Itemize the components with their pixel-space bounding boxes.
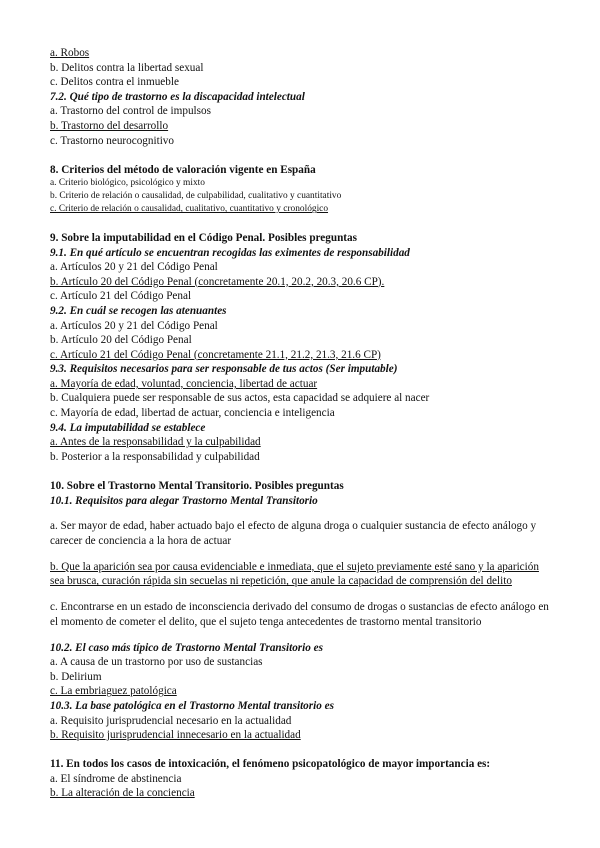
question-9-2: 9.2. En cuál se recogen las atenuantes — [50, 304, 227, 317]
option-9-2-c: c. Artículo 21 del Código Penal (concretamente 21.1, 21.2, 21.3, 21.6 CP) — [50, 348, 381, 361]
option-7-2-b: b. Trastorno del desarrollo — [50, 119, 169, 132]
question-9-1: 9.1. En qué artículo se encuentran recogidas las eximentes de responsabilidad — [50, 246, 410, 259]
option-10-1-a: a. Ser mayor de edad, haber actuado bajo el efecto de alguna droga o cualquier sustancia de efecto análogo y carecer de conciencia a la hora de actuar — [50, 520, 537, 547]
option-7-2-c: c. Trastorno neurocognitivo — [50, 134, 174, 147]
option-a-robos: a. Robos — [50, 47, 90, 59]
option-8-a: a. Criterio biológico, psicológico y mixto — [50, 178, 205, 189]
section-9-title: 9. Sobre la imputabilidad en el Código Penal. Posibles preguntas — [50, 231, 357, 244]
option-10-1-c: c. Encontrarse en un estado de inconsciencia derivado del consumo de drogas o sustancias de efecto análogo en el momento de cometer el delito, que el sujeto tenga antecedentes de trastorno mental transitorio — [50, 601, 549, 628]
option-10-1-b: b. Que la aparición sea por causa evidenciable e inmediata, que el sujeto previamente esté sano y la aparición sea brusca, curación rápida sin secuelas ni repetición, que anule la capacidad de comprensión del delito — [50, 560, 539, 588]
option-10-2-a: a. A causa de un trastorno por uso de sustancias — [50, 656, 263, 669]
option-9-3-b: b. Cualquiera puede ser responsable de sus actos, esta capacidad se adquiere al nacer — [50, 392, 430, 405]
option-8-c: c. Criterio de relación o causalidad, cualitativo, cuantitativo y cronológico — [50, 204, 329, 215]
section-8-title: 8. Criterios del método de valoración vigente en España — [50, 163, 316, 176]
option-9-3-a: a. Mayoría de edad, voluntad, conciencia, libertad de actuar — [50, 377, 318, 390]
question-9-4: 9.4. La imputabilidad se establece — [50, 421, 206, 434]
question-10-2: 10.2. El caso más típico de Trastorno Mental Transitorio es — [50, 641, 323, 654]
option-8-b: b. Criterio de relación o causalidad, de culpabilidad, cualitativo y cuantitativo — [50, 191, 342, 202]
option-9-1-c: c. Artículo 21 del Código Penal — [50, 290, 192, 303]
section-10-title: 10. Sobre el Trastorno Mental Transitorio. Posibles preguntas — [50, 480, 344, 493]
option-b-libertad-sexual: b. Delitos contra la libertad sexual — [50, 61, 204, 74]
option-9-3-c: c. Mayoría de edad, libertad de actuar, conciencia e inteligencia — [50, 407, 335, 420]
question-7-2: 7.2. Qué tipo de trastorno es la discapacidad intelectual — [50, 90, 305, 103]
option-c-inmueble: c. Delitos contra el inmueble — [50, 76, 179, 89]
section-11-title: 11. En todos los casos de intoxicación, el fenómeno psicopatológico de mayor importancia es: — [50, 758, 491, 771]
document-page — [50, 46, 550, 801]
question-10-1: 10.1. Requisitos para alegar Trastorno Mental Transitorio — [50, 494, 318, 507]
option-9-4-b: b. Posterior a la responsabilidad y culpabilidad — [50, 450, 260, 463]
question-10-3: 10.3. La base patológica en el Trastorno Mental transitorio es — [50, 699, 334, 712]
option-9-2-b: b. Artículo 20 del Código Penal — [50, 334, 192, 347]
option-9-1-b: b. Artículo 20 del Código Penal (concretamente 20.1, 20.2, 20.3, 20.6 CP). — [50, 275, 385, 288]
option-11-b: b. La alteración de la conciencia — [50, 787, 195, 800]
option-7-2-a: a. Trastorno del control de impulsos — [50, 105, 211, 118]
option-10-3-a: a. Requisito jurisprudencial necesario en la actualidad — [50, 714, 292, 727]
option-10-2-c: c. La embriaguez patológica — [50, 685, 177, 698]
question-9-3: 9.3. Requisitos necesarios para ser responsable de tus actos (Ser imputable) — [50, 363, 398, 376]
option-10-3-b: b. Requisito jurisprudencial innecesario en la actualidad — [50, 729, 301, 742]
option-10-2-b: b. Delirium — [50, 670, 102, 683]
option-9-2-a: a. Artículos 20 y 21 del Código Penal — [50, 319, 218, 332]
option-11-a: a. El síndrome de abstinencia — [50, 772, 182, 785]
option-9-1-a: a. Artículos 20 y 21 del Código Penal — [50, 261, 218, 274]
option-9-4-a: a. Antes de la responsabilidad y la culpabilidad — [50, 436, 261, 449]
